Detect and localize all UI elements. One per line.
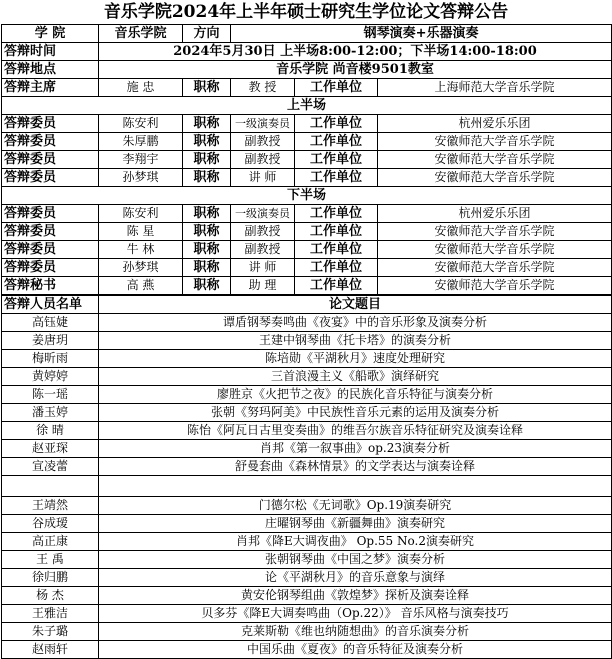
thesis-title: 克莱斯勒《维也纳随想曲》的音乐演奏分析 bbox=[99, 623, 612, 641]
thesis-title: 中国乐曲《夏夜》的音乐特征及演奏分析 bbox=[99, 641, 612, 659]
committee-unit-label: 工作单位 bbox=[295, 241, 378, 259]
gap-cell bbox=[99, 476, 612, 497]
thesis-title: 王建中钢琴曲《托卡塔》的演奏分析 bbox=[99, 332, 612, 350]
committee-unit: 安徽师范大学音乐学院 bbox=[378, 259, 612, 277]
thesis-gap bbox=[2, 476, 612, 497]
committee-title-label: 职称 bbox=[183, 241, 231, 259]
committee-role: 答辩秘书 bbox=[2, 277, 99, 295]
theses-am bbox=[2, 314, 612, 476]
committee-role: 答辩委员 bbox=[2, 115, 99, 133]
thesis-row bbox=[2, 641, 612, 659]
session1-members bbox=[2, 115, 612, 187]
committee-title-label: 职称 bbox=[183, 151, 231, 169]
student-name: 赵亚琛 bbox=[2, 440, 99, 458]
thesis-title: 陈怡《阿瓦日古里变奏曲》的维吾尔族音乐特征研究及演奏诠释 bbox=[99, 422, 612, 440]
session2-label: 下半场 bbox=[2, 187, 612, 205]
committee-title-label: 职称 bbox=[183, 259, 231, 277]
thesis-title: 贝多芬《降E大调奏鸣曲（Op.22）》 音乐风格与演奏技巧 bbox=[99, 605, 612, 623]
thesis-row bbox=[2, 551, 612, 569]
page-title: 音乐学院2024年上半年硕士研究生学位论文答辩公告 bbox=[103, 2, 509, 22]
committee-unit-label: 工作单位 bbox=[295, 277, 378, 295]
student-name: 潘玉婷 bbox=[2, 404, 99, 422]
committee-role: 答辩委员 bbox=[2, 223, 99, 241]
committee-role: 答辩委员 bbox=[2, 151, 99, 169]
committee-name: 陈安利 bbox=[99, 115, 183, 133]
direction-label: 方向 bbox=[183, 25, 231, 43]
thesis-title: 肖邦《第一叙事曲》op.23演奏分析 bbox=[99, 440, 612, 458]
committee-unit: 安徽师范大学音乐学院 bbox=[378, 223, 612, 241]
committee-title: 一级演奏员 bbox=[231, 115, 295, 133]
student-name: 徐 晴 bbox=[2, 422, 99, 440]
thesis-row bbox=[2, 422, 612, 440]
committee-title: 副教授 bbox=[231, 241, 295, 259]
student-name: 徐归鹏 bbox=[2, 569, 99, 587]
committee-title-label: 职称 bbox=[183, 205, 231, 223]
thesis-row bbox=[2, 533, 612, 551]
committee-name: 孙梦琪 bbox=[99, 169, 183, 187]
student-name: 陈一瑶 bbox=[2, 386, 99, 404]
committee-title: 副教授 bbox=[231, 133, 295, 151]
thesis-title: 廖胜京《火把节之夜》的民族化音乐特征与演奏分析 bbox=[99, 386, 612, 404]
thesis-row bbox=[2, 350, 612, 368]
thesis-row bbox=[2, 314, 612, 332]
student-name: 高正康 bbox=[2, 533, 99, 551]
student-name: 朱子璐 bbox=[2, 623, 99, 641]
chair-name: 施 忠 bbox=[99, 79, 183, 97]
committee-role: 答辩委员 bbox=[2, 133, 99, 151]
committee-name: 陈安利 bbox=[99, 205, 183, 223]
time-label: 答辩时间 bbox=[2, 43, 99, 61]
committee-row bbox=[2, 115, 612, 133]
thesis-title-label: 论文题目 bbox=[99, 296, 612, 314]
committee-title-label: 职称 bbox=[183, 133, 231, 151]
committee-title-label: 职称 bbox=[183, 223, 231, 241]
chair-title-label: 职称 bbox=[183, 79, 231, 97]
committee-title-label: 职称 bbox=[183, 169, 231, 187]
committee-row bbox=[2, 241, 612, 259]
chair-role: 答辩主席 bbox=[2, 79, 99, 97]
thesis-row bbox=[2, 440, 612, 458]
committee-unit-label: 工作单位 bbox=[295, 223, 378, 241]
place-value: 音乐学院 尚音楼9501教室 bbox=[99, 61, 612, 79]
student-name: 梅昕雨 bbox=[2, 350, 99, 368]
committee-name: 孙梦琪 bbox=[99, 259, 183, 277]
name-list-label: 答辩人员名单 bbox=[2, 296, 99, 314]
committee-row bbox=[2, 133, 612, 151]
chair-row bbox=[2, 79, 612, 97]
student-name: 高钰婕 bbox=[2, 314, 99, 332]
student-name: 宣凌蕾 bbox=[2, 458, 99, 476]
time-value: 2024年5月30日 上半场8:00-12:00；下半场14:00-18:00 bbox=[99, 43, 612, 61]
committee-unit: 安徽师范大学音乐学院 bbox=[378, 151, 612, 169]
thesis-title: 舒曼套曲《森林情景》的文学表达与演奏诠释 bbox=[99, 458, 612, 476]
thesis-row bbox=[2, 587, 612, 605]
committee-row bbox=[2, 277, 612, 295]
chair-title: 教 授 bbox=[231, 79, 295, 97]
committee-unit: 安徽师范大学音乐学院 bbox=[378, 169, 612, 187]
committee-role: 答辩委员 bbox=[2, 169, 99, 187]
committee-name: 牛 林 bbox=[99, 241, 183, 259]
student-name: 王雅洁 bbox=[2, 605, 99, 623]
committee-unit-label: 工作单位 bbox=[295, 205, 378, 223]
student-name: 王 禹 bbox=[2, 551, 99, 569]
committee-title-label: 职称 bbox=[183, 115, 231, 133]
session2-members bbox=[2, 205, 612, 295]
college-value: 音乐学院 bbox=[99, 25, 183, 43]
direction-value: 钢琴演奏+乐器演奏 bbox=[231, 25, 612, 43]
student-name: 谷成瑷 bbox=[2, 515, 99, 533]
thesis-row bbox=[2, 368, 612, 386]
committee-title: 助 理 bbox=[231, 277, 295, 295]
committee-title: 讲 师 bbox=[231, 259, 295, 277]
committee-name: 李翔宇 bbox=[99, 151, 183, 169]
thesis-title: 肖邦《降E大调夜曲》 Op.55 No.2演奏研究 bbox=[99, 533, 612, 551]
student-name: 姜唐玥 bbox=[2, 332, 99, 350]
thesis-row bbox=[2, 332, 612, 350]
student-name: 王靖然 bbox=[2, 497, 99, 515]
thesis-title: 谭盾钢琴奏鸣曲《夜宴》中的音乐形象及演奏分析 bbox=[99, 314, 612, 332]
committee-title: 副教授 bbox=[231, 151, 295, 169]
committee-role: 答辩委员 bbox=[2, 259, 99, 277]
committee-unit: 安徽师范大学音乐学院 bbox=[378, 277, 612, 295]
thesis-row bbox=[2, 623, 612, 641]
college-label: 学 院 bbox=[2, 25, 99, 43]
committee-row bbox=[2, 205, 612, 223]
committee-unit-label: 工作单位 bbox=[295, 259, 378, 277]
theses-pm bbox=[2, 497, 612, 659]
committee-unit: 安徽师范大学音乐学院 bbox=[378, 241, 612, 259]
committee-unit-label: 工作单位 bbox=[295, 151, 378, 169]
committee-row bbox=[2, 259, 612, 277]
thesis-table bbox=[1, 295, 612, 659]
committee-role: 答辩委员 bbox=[2, 241, 99, 259]
header-section bbox=[2, 25, 612, 115]
thesis-row bbox=[2, 569, 612, 587]
committee-unit: 杭州爱乐乐团 bbox=[378, 115, 612, 133]
committee-unit-label: 工作单位 bbox=[295, 115, 378, 133]
committee-title: 讲 师 bbox=[231, 169, 295, 187]
thesis-title: 陈培勋《平湖秋月》速度处理研究 bbox=[99, 350, 612, 368]
thesis-title: 黄安伦钢琴组曲《敦煌梦》探析及演奏诠释 bbox=[99, 587, 612, 605]
thesis-title: 庄曜钢琴曲《新疆舞曲》演奏研究 bbox=[99, 515, 612, 533]
thesis-row bbox=[2, 515, 612, 533]
chair-unit-label: 工作单位 bbox=[295, 79, 378, 97]
session1-label: 上半场 bbox=[2, 97, 612, 115]
chair-unit: 上海师范大学音乐学院 bbox=[378, 79, 612, 97]
place-label: 答辩地点 bbox=[2, 61, 99, 79]
gap-cell bbox=[2, 476, 99, 497]
student-name: 黄婷婷 bbox=[2, 368, 99, 386]
committee-name: 陈 星 bbox=[99, 223, 183, 241]
thesis-row bbox=[2, 386, 612, 404]
announcement-table bbox=[1, 24, 612, 295]
committee-role: 答辩委员 bbox=[2, 205, 99, 223]
thesis-row bbox=[2, 458, 612, 476]
committee-name: 高 燕 bbox=[99, 277, 183, 295]
committee-title: 一级演奏员 bbox=[231, 205, 295, 223]
thesis-title: 张朝《努玛阿美》中民族性音乐元素的运用及演奏分析 bbox=[99, 404, 612, 422]
committee-name: 朱厚鹏 bbox=[99, 133, 183, 151]
thesis-title: 三首浪漫主义《船歌》演绎研究 bbox=[99, 368, 612, 386]
thesis-title: 门德尔松《无词歌》Op.19演奏研究 bbox=[99, 497, 612, 515]
committee-title-label: 职称 bbox=[183, 277, 231, 295]
student-name: 杨 杰 bbox=[2, 587, 99, 605]
committee-row bbox=[2, 169, 612, 187]
thesis-title: 论《平湖秋月》的音乐意象与演绎 bbox=[99, 569, 612, 587]
thesis-row bbox=[2, 497, 612, 515]
thesis-row bbox=[2, 404, 612, 422]
committee-unit-label: 工作单位 bbox=[295, 133, 378, 151]
committee-unit: 安徽师范大学音乐学院 bbox=[378, 133, 612, 151]
committee-title: 副教授 bbox=[231, 223, 295, 241]
student-name: 赵雨轩 bbox=[2, 641, 99, 659]
thesis-row bbox=[2, 605, 612, 623]
committee-row bbox=[2, 151, 612, 169]
committee-row bbox=[2, 223, 612, 241]
committee-unit: 杭州爱乐乐团 bbox=[378, 205, 612, 223]
committee-unit-label: 工作单位 bbox=[295, 169, 378, 187]
session2-header bbox=[2, 187, 612, 205]
thesis-title: 张朝钢琴曲《中国之梦》演奏分析 bbox=[99, 551, 612, 569]
